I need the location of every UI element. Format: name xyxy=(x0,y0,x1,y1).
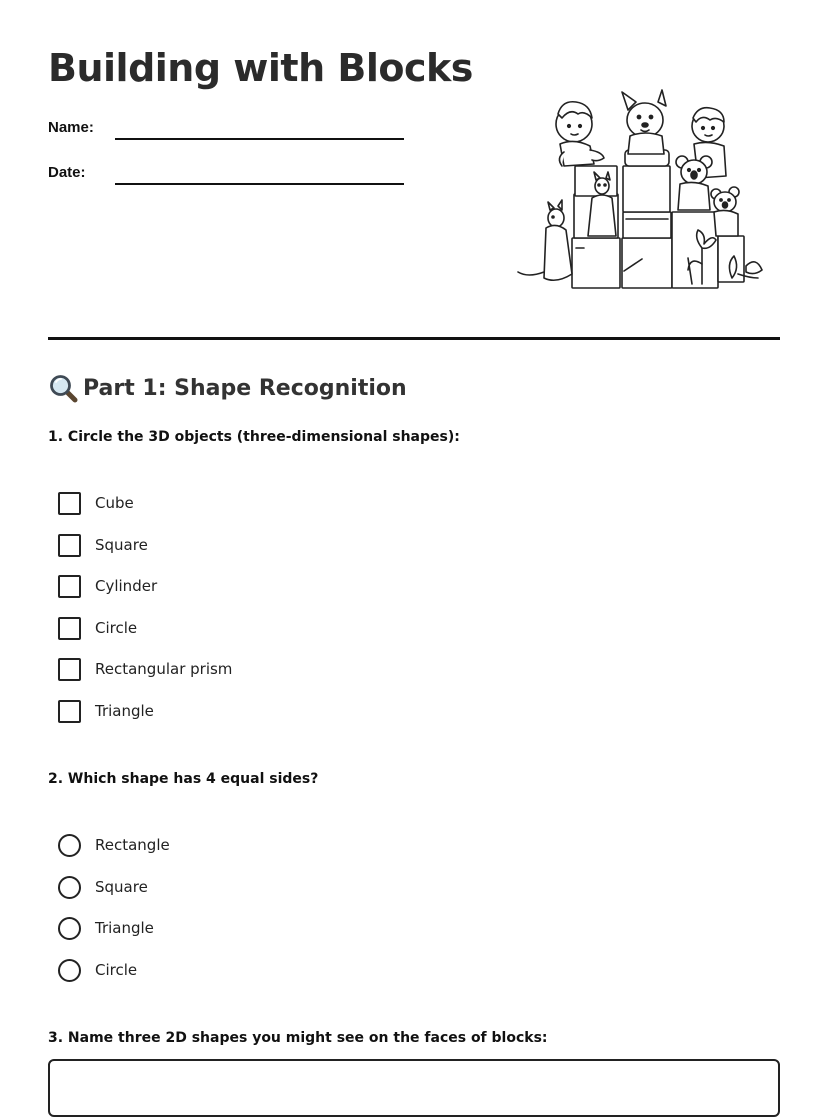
part1-heading xyxy=(48,373,407,403)
option-label: Rectangle xyxy=(95,836,170,854)
q1-option[interactable] xyxy=(58,574,157,598)
question-1-prompt: 1. Circle the 3D objects (three-dimensional shapes): xyxy=(48,429,460,445)
checkbox[interactable] xyxy=(58,575,81,598)
option-label: Triangle xyxy=(95,919,154,937)
q1-option[interactable] xyxy=(58,657,232,681)
section-divider xyxy=(48,337,780,340)
question-3-prompt: 3. Name three 2D shapes you might see on the faces of blocks: xyxy=(48,1030,548,1046)
q3-answer-box[interactable] xyxy=(48,1059,780,1117)
checkbox[interactable] xyxy=(58,534,81,557)
option-label: Rectangular prism xyxy=(95,660,233,678)
checkbox[interactable] xyxy=(58,492,81,515)
option-label: Square xyxy=(95,536,148,554)
kids-and-animals-blocks-illustration xyxy=(512,88,768,294)
radio-button[interactable] xyxy=(58,917,81,940)
name-label: Name: xyxy=(48,119,94,136)
q2-option[interactable] xyxy=(58,916,154,940)
part1-heading-text: Part 1: Shape Recognition xyxy=(83,375,407,401)
radio-button[interactable] xyxy=(58,834,81,857)
q2-option[interactable] xyxy=(58,875,148,899)
option-label: Square xyxy=(95,878,148,896)
option-label: Triangle xyxy=(95,702,154,720)
worksheet-title: Building with Blocks xyxy=(48,46,473,90)
magnifying-glass-icon xyxy=(48,373,78,403)
option-label: Cylinder xyxy=(95,577,158,595)
checkbox[interactable] xyxy=(58,617,81,640)
name-field[interactable] xyxy=(48,117,408,141)
date-label: Date: xyxy=(48,164,86,181)
radio-button[interactable] xyxy=(58,959,81,982)
q1-option[interactable] xyxy=(58,533,148,557)
q2-option[interactable] xyxy=(58,833,170,857)
checkbox[interactable] xyxy=(58,658,81,681)
question-2-prompt: 2. Which shape has 4 equal sides? xyxy=(48,771,319,787)
name-write-line[interactable] xyxy=(115,138,404,140)
checkbox[interactable] xyxy=(58,700,81,723)
q1-option[interactable] xyxy=(58,616,137,640)
option-label: Circle xyxy=(95,961,138,979)
option-label: Circle xyxy=(95,619,138,637)
date-field[interactable] xyxy=(48,162,408,186)
q1-option[interactable] xyxy=(58,491,134,515)
option-label: Cube xyxy=(95,494,134,512)
q1-option[interactable] xyxy=(58,699,154,723)
radio-button[interactable] xyxy=(58,876,81,899)
date-write-line[interactable] xyxy=(115,183,404,185)
q2-option[interactable] xyxy=(58,958,137,982)
